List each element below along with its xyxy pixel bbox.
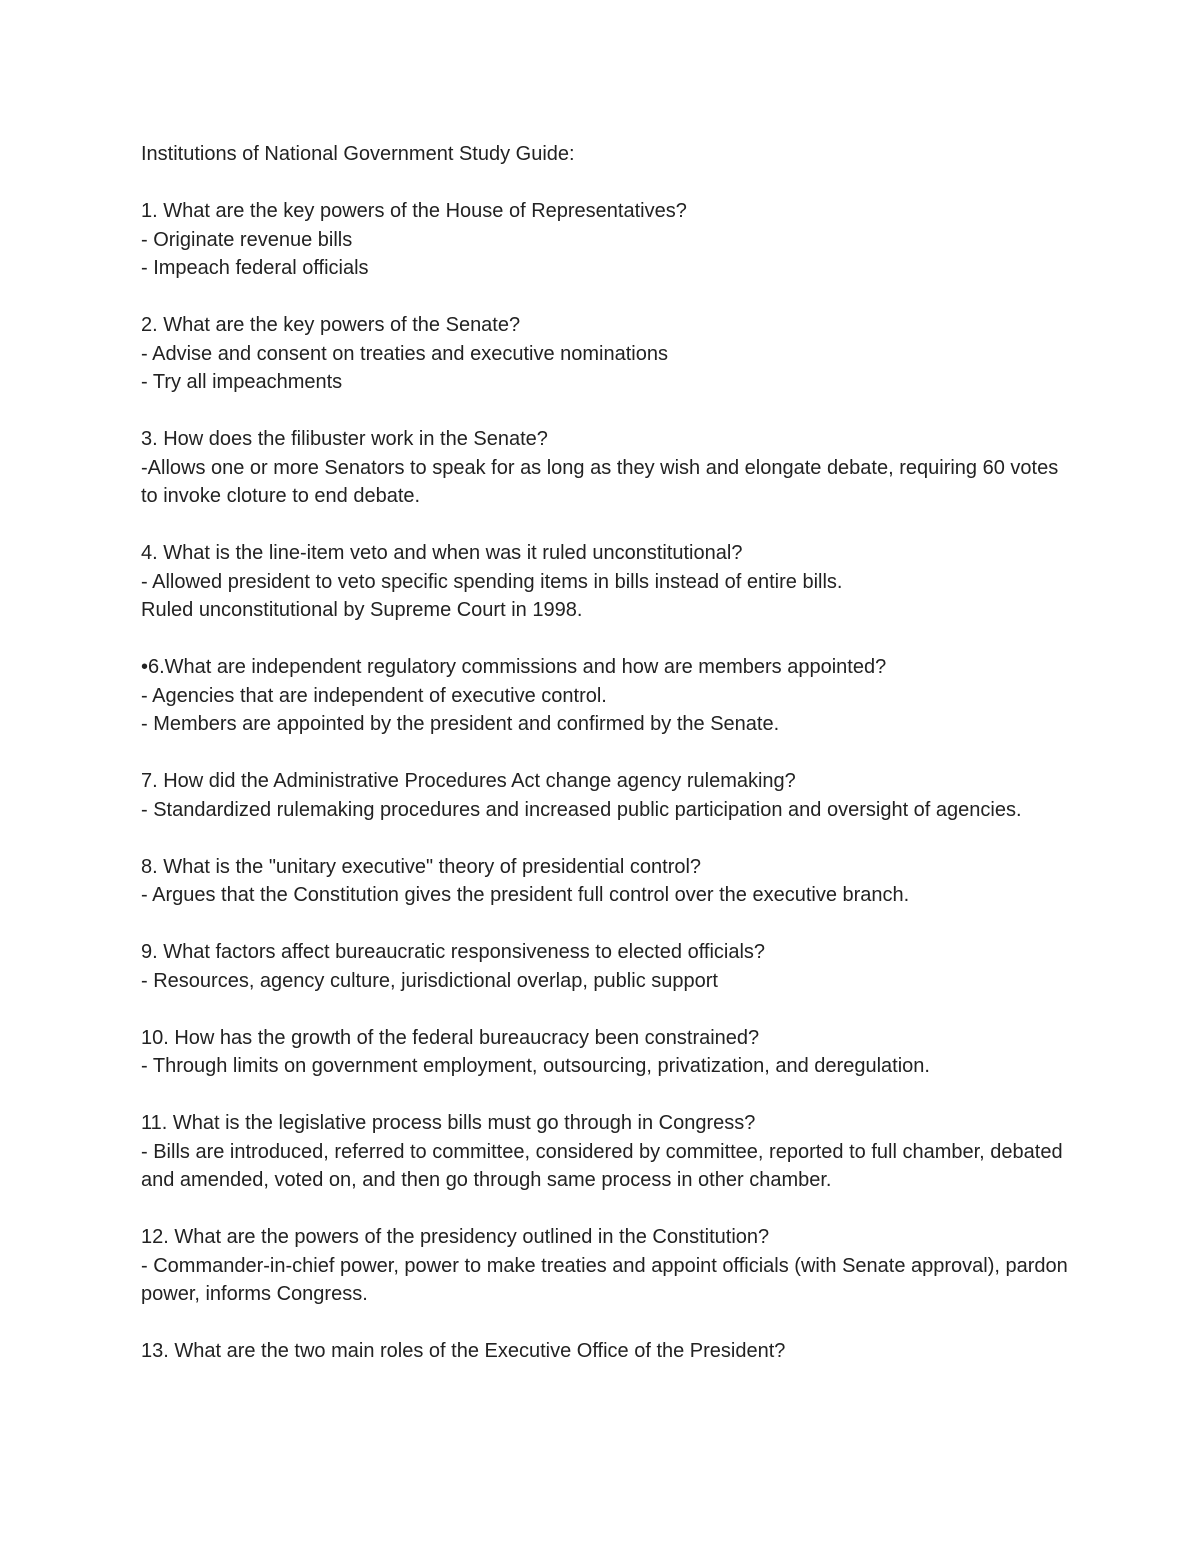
answer: - Standardized rulemaking procedures and increased public participation and oversight of agencies. <box>141 798 1022 821</box>
answer: -Allows one or more Senators to speak for as long as they wish and elongate debate, requiring 60 votes to invoke cloture to end debate. <box>141 456 1064 507</box>
answer: Ruled unconstitutional by Supreme Court in 1998. <box>141 599 583 621</box>
qa-item <box>141 1223 1074 1309</box>
question: •6.What are independent regulatory commissions and how are members appointed? <box>141 656 887 678</box>
question: 12. What are the powers of the presidency outlined in the Constitution? <box>141 1226 770 1248</box>
qa-item <box>141 1024 1071 1081</box>
qa-item <box>141 1109 1071 1195</box>
answer: - Originate revenue bills <box>141 228 353 251</box>
document-body <box>141 140 1074 1394</box>
document-title: Institutions of National Government Study Guide: <box>141 143 575 165</box>
qa-item <box>141 1337 1071 1366</box>
question: 1. What are the key powers of the House of Representatives? <box>141 200 687 222</box>
qa-item <box>141 425 1071 511</box>
answer: - Impeach federal officials <box>141 257 369 279</box>
answer: - Allowed president to veto specific spending items in bills instead of entire bills. <box>141 570 843 593</box>
qa-item <box>141 197 1071 283</box>
answer: - Argues that the Constitution gives the president full control over the executive branch. <box>141 884 910 906</box>
question: 4. What is the line-item veto and when was it ruled unconstitutional? <box>141 542 743 564</box>
qa-item <box>141 853 1071 910</box>
question: 10. How has the growth of the federal bureaucracy been constrained? <box>141 1026 760 1049</box>
question: 11. What is the legislative process bills must go through in Congress? <box>141 1112 756 1134</box>
answer: - Through limits on government employment, outsourcing, privatization, and deregulation. <box>141 1055 930 1077</box>
qa-item <box>141 311 1071 397</box>
answer: - Resources, agency culture, jurisdictional overlap, public support <box>141 969 718 992</box>
answer: - Agencies that are independent of executive control. <box>141 684 607 707</box>
question: 2. What are the key powers of the Senate? <box>141 314 521 336</box>
qa-item <box>141 539 1071 625</box>
answer: - Members are appointed by the president and confirmed by the Senate. <box>141 713 780 735</box>
question: 7. How did the Administrative Procedures Act change agency rulemaking? <box>141 770 796 792</box>
answer: - Commander-in-chief power, power to make treaties and appoint officials (with Senate approval), pardon power, informs Congress. <box>141 1254 1074 1305</box>
answer: - Try all impeachments <box>141 371 343 393</box>
qa-item <box>141 938 1071 995</box>
answer: - Advise and consent on treaties and executive nominations <box>141 342 668 365</box>
qa-item <box>141 767 1071 824</box>
answer: - Bills are introduced, referred to committee, considered by committee, reported to full chamber, debated and amended, voted on, and then go through same process in other chamber. <box>141 1140 1069 1191</box>
qa-item <box>141 653 1071 739</box>
question: 13. What are the two main roles of the Executive Office of the President? <box>141 1340 786 1362</box>
question: 3. How does the filibuster work in the Senate? <box>141 428 548 450</box>
question: 8. What is the "unitary executive" theory of presidential control? <box>141 855 702 878</box>
question: 9. What factors affect bureaucratic responsiveness to elected officials? <box>141 941 766 963</box>
